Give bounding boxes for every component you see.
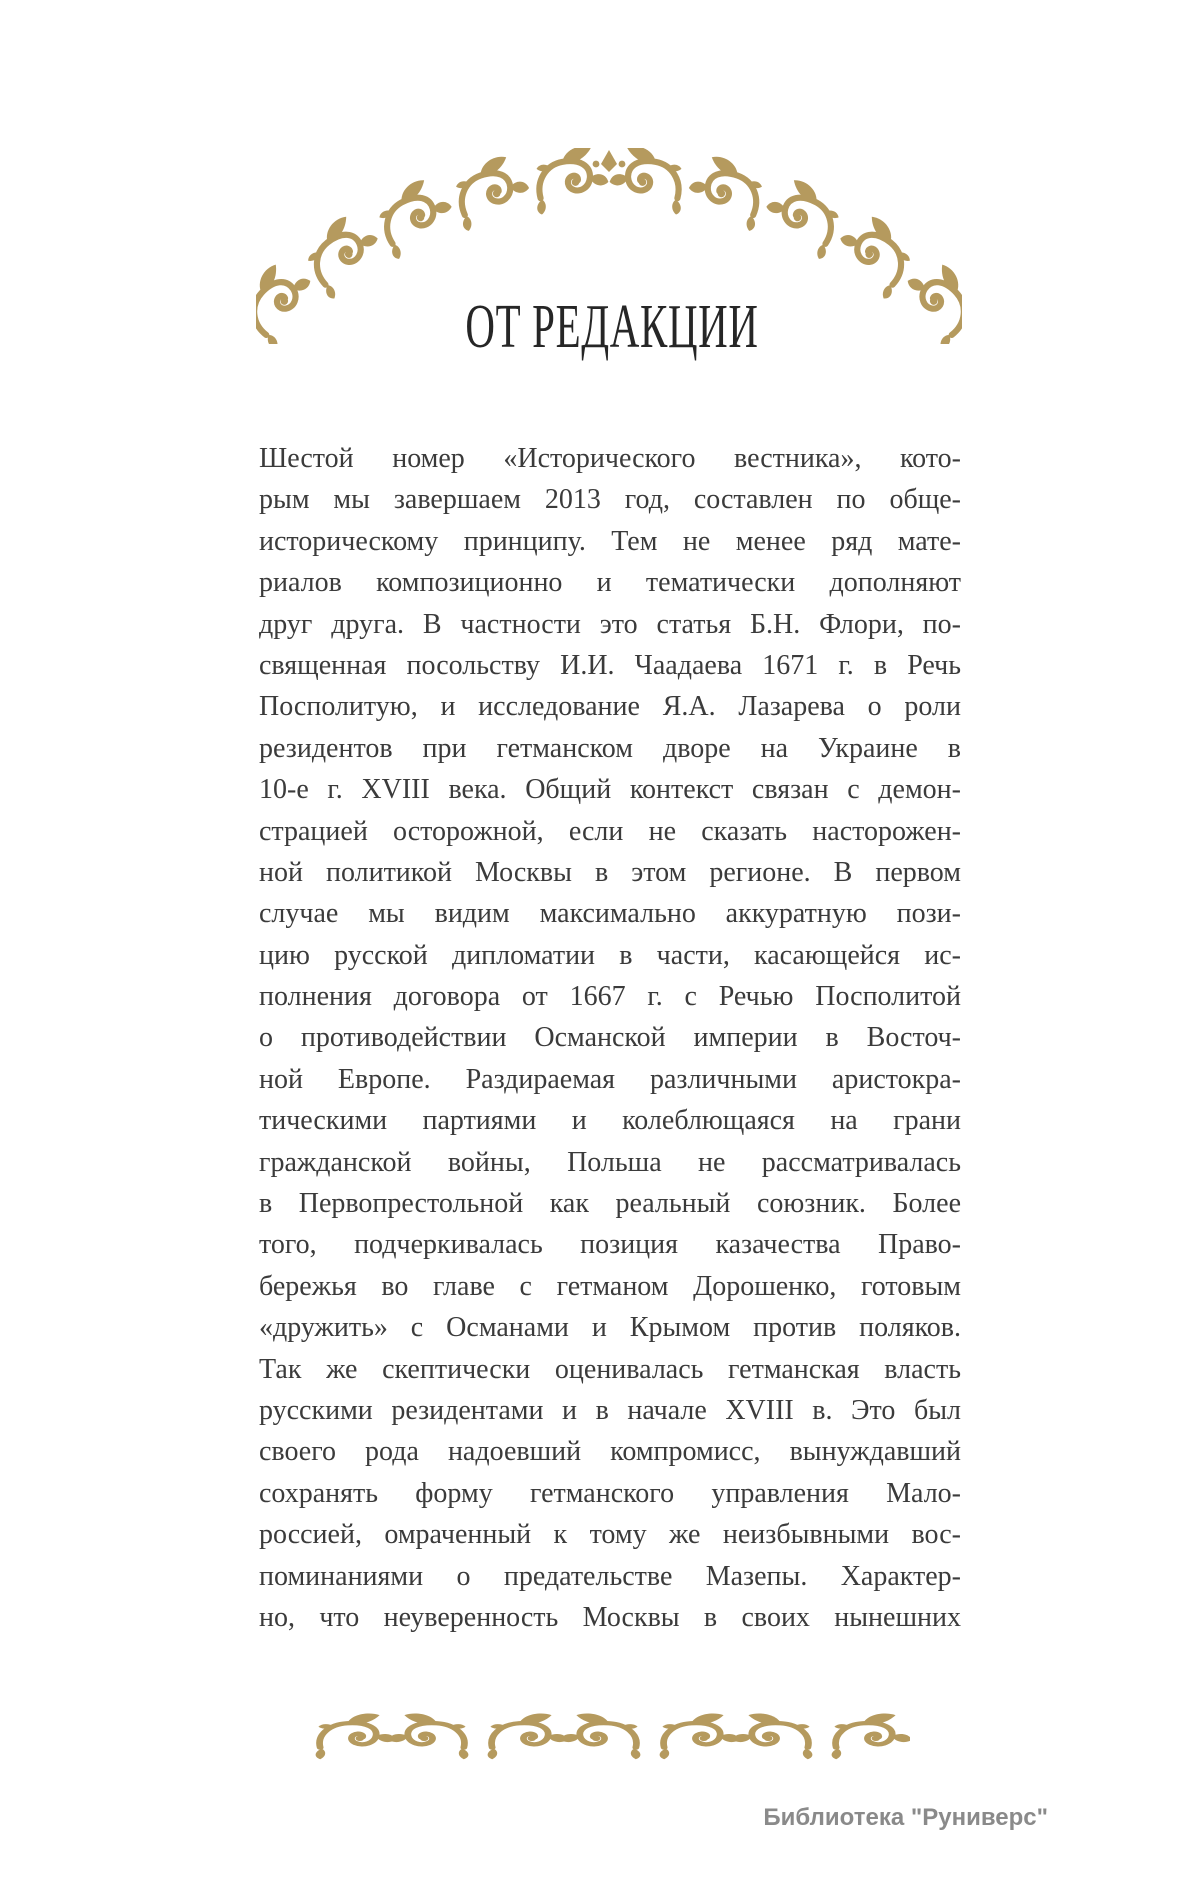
text-line: Так же скептически оценивалась гетманская власть xyxy=(259,1353,961,1385)
text-line: россией, омраченный к тому же неизбывными вос- xyxy=(259,1519,961,1551)
text-line: резидентов при гетманском дворе на Украине в xyxy=(259,732,961,764)
text-line: Посполитую, и исследование Я.А. Лазарева о роли xyxy=(259,691,961,723)
text-line: священная посольству И.И. Чаадаева 1671 г. в Речь xyxy=(259,649,961,681)
text-line: но, что неуверенность Москвы в своих нынешних xyxy=(259,1601,961,1633)
text-line: в Первопрестольной как реальный союзник. Более xyxy=(259,1188,961,1220)
text-line: случае мы видим максимально аккуратную пози- xyxy=(259,898,961,930)
text-line: сохранять форму гетманского управления Мало- xyxy=(259,1477,961,1509)
text-line: друг друга. В частности это статья Б.Н. Флори, по- xyxy=(259,608,961,640)
text-line: полнения договора от 1667 г. с Речью Посполитой xyxy=(259,981,961,1013)
text-line: риалов композиционно и тематически дополняют xyxy=(259,567,961,599)
arch-center-finial xyxy=(593,150,626,172)
text-line: своего рода надоевший компромисс, вынуждавший xyxy=(259,1436,961,1468)
text-line: ной политикой Москвы в этом регионе. В первом xyxy=(259,856,961,888)
page-title: ОТ РЕДАКЦИИ xyxy=(465,293,759,361)
text-line: ной Европе. Раздираемая различными аристокра- xyxy=(259,1063,961,1095)
text-line: страцией осторожной, если не сказать насторожен- xyxy=(259,815,961,847)
bottom-scroll-ornament xyxy=(306,1709,910,1763)
text-line: того, подчеркивалась позиция казачества Право- xyxy=(259,1229,961,1261)
text-line: бережья во главе с гетманом Дорошенко, готовым xyxy=(259,1270,961,1302)
body-text xyxy=(259,438,961,1638)
text-line: цию русской дипломатии в части, касающейся ис- xyxy=(259,939,961,971)
text-line: поминаниями о предательстве Мазепы. Характер- xyxy=(259,1560,961,1592)
text-line: гражданской войны, Польша не рассматривалась xyxy=(259,1146,961,1178)
text-line: рым мы завершаем 2013 год, составлен по обще- xyxy=(259,484,961,516)
text-line: историческому принципу. Тем не менее ряд мате- xyxy=(259,525,961,557)
text-line: 10-е г. XVIII века. Общий контекст связан с демон- xyxy=(259,774,961,806)
text-line: Шестой номер «Исторического вестника», кото- xyxy=(259,443,961,474)
text-line: о противодействии Османской империи в Восточ- xyxy=(259,1022,961,1054)
text-line: тическими партиями и колеблющаяся на грани xyxy=(259,1105,961,1137)
text-line: «дружить» с Османами и Крымом против поляков. xyxy=(259,1312,961,1344)
footer-credit: Библиотека "Руниверс" xyxy=(763,1804,1048,1831)
text-line: русскими резидентами и в начале XVIII в. Это был xyxy=(259,1394,961,1426)
